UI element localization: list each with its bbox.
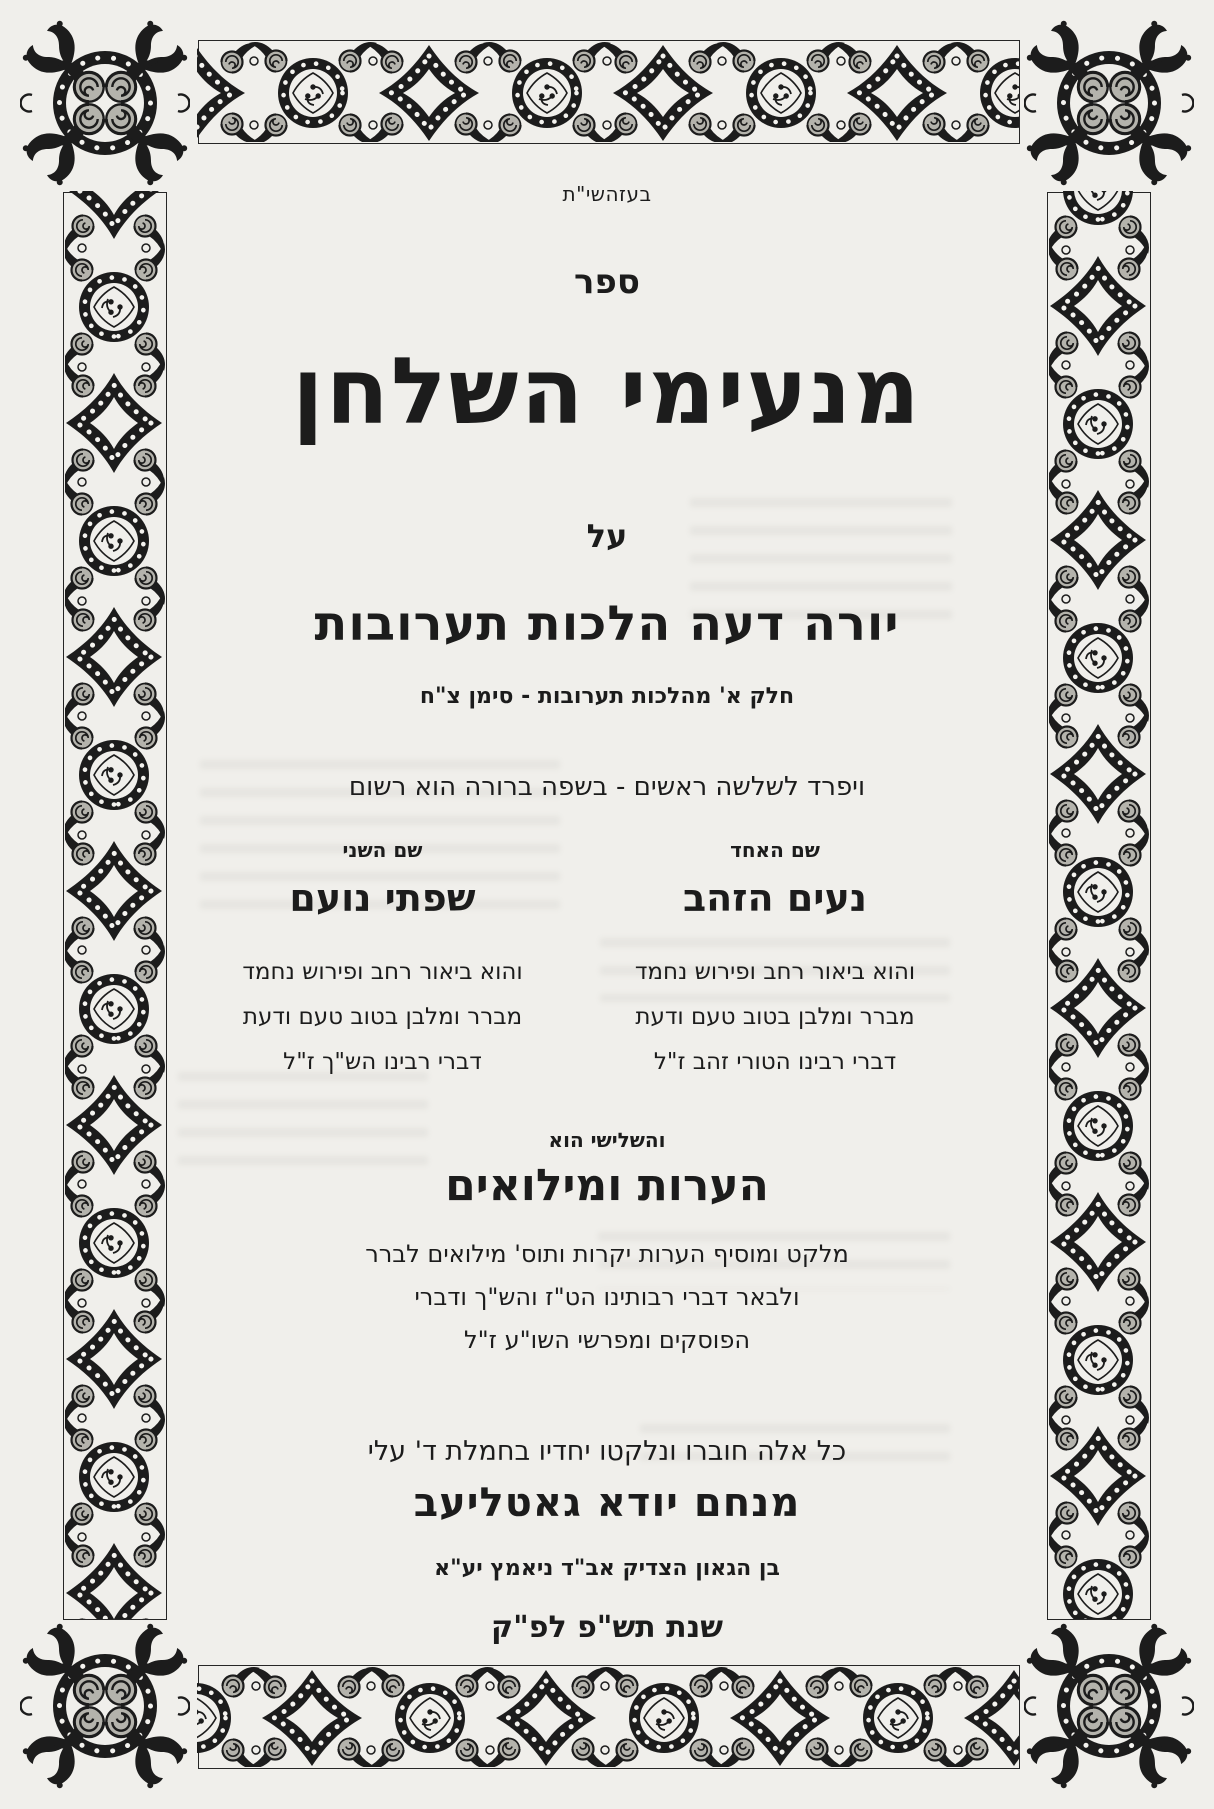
commentary-third-name: הערות ומילואים <box>445 1160 769 1211</box>
border-strip-left <box>63 192 167 1620</box>
commentary-second-heading: שם השני <box>342 838 423 862</box>
sefer-label: ספר <box>574 262 640 302</box>
corner-rosette-icon <box>20 18 190 188</box>
commentary-third-heading: והשלישי הוא <box>548 1128 666 1152</box>
commentary-first-heading: שם האחד <box>730 838 820 862</box>
commentary-third <box>185 1128 1029 1362</box>
colophon-intro: כל אלה חוברו ונלקטו יחדיו בחמלת ד' עלי <box>367 1436 847 1467</box>
description-line: הפוסקים ומפרשי השו"ע ז"ל <box>463 1326 750 1354</box>
part-note: חלק א' מהלכות תערובות - סימן צ"ח <box>419 684 795 709</box>
commentary-third-description <box>185 1233 1029 1362</box>
commentary-second-name: שפתי נועם <box>289 876 476 920</box>
description-line: דברי רבינו הטורי זהב ז"ל <box>653 1049 897 1075</box>
commentary-first <box>580 838 970 1085</box>
corner-rosette-icon <box>20 1621 190 1791</box>
commentary-second <box>185 838 580 1085</box>
commentary-second-description <box>185 950 580 1085</box>
preposition-al: על <box>586 517 628 555</box>
description-line: מלקט ומוסיף הערות יקרות ותוס' מילואים לברר <box>365 1240 849 1268</box>
description-line: מברר ומלבן בטוב טעם ודעת <box>242 1004 523 1030</box>
border-strip-top <box>198 40 1020 144</box>
description-line: והוא ביאור רחב ופירוש נחמד <box>634 959 916 985</box>
subject-title: יורה דעה הלכות תערובות <box>314 596 900 652</box>
description-line: ולבאר דברי רבותינו הט"ז והש"ך ודברי <box>414 1283 800 1311</box>
book-title: מנעימי השלחן <box>292 338 922 445</box>
description-line: מברר ומלבן בטוב טעם ודעת <box>635 1004 915 1030</box>
border-strip-bottom <box>198 1665 1020 1769</box>
publication-year: שנת תש"פ לפ"ק <box>491 1610 723 1645</box>
author-name: מנחם יודא גאטליעב <box>413 1480 801 1526</box>
division-note: ויפרד לשלשה ראשים - בשפה ברורה הוא רשום <box>348 772 866 802</box>
description-line: והוא ביאור רחב ופירוש נחמד <box>242 959 523 985</box>
commentary-first-description <box>580 950 970 1085</box>
commentary-first-name: נעים הזהב <box>682 876 867 920</box>
description-line: דברי רבינו הש"ך ז"ל <box>283 1049 482 1075</box>
corner-rosette-icon <box>1024 18 1194 188</box>
border-strip-right <box>1047 192 1151 1620</box>
author-lineage: בן הגאון הצדיק אב"ד ניאמץ יע"א <box>434 1556 780 1581</box>
corner-rosette-icon <box>1024 1621 1194 1791</box>
blessing-text: בעזהשי"ת <box>562 182 652 206</box>
